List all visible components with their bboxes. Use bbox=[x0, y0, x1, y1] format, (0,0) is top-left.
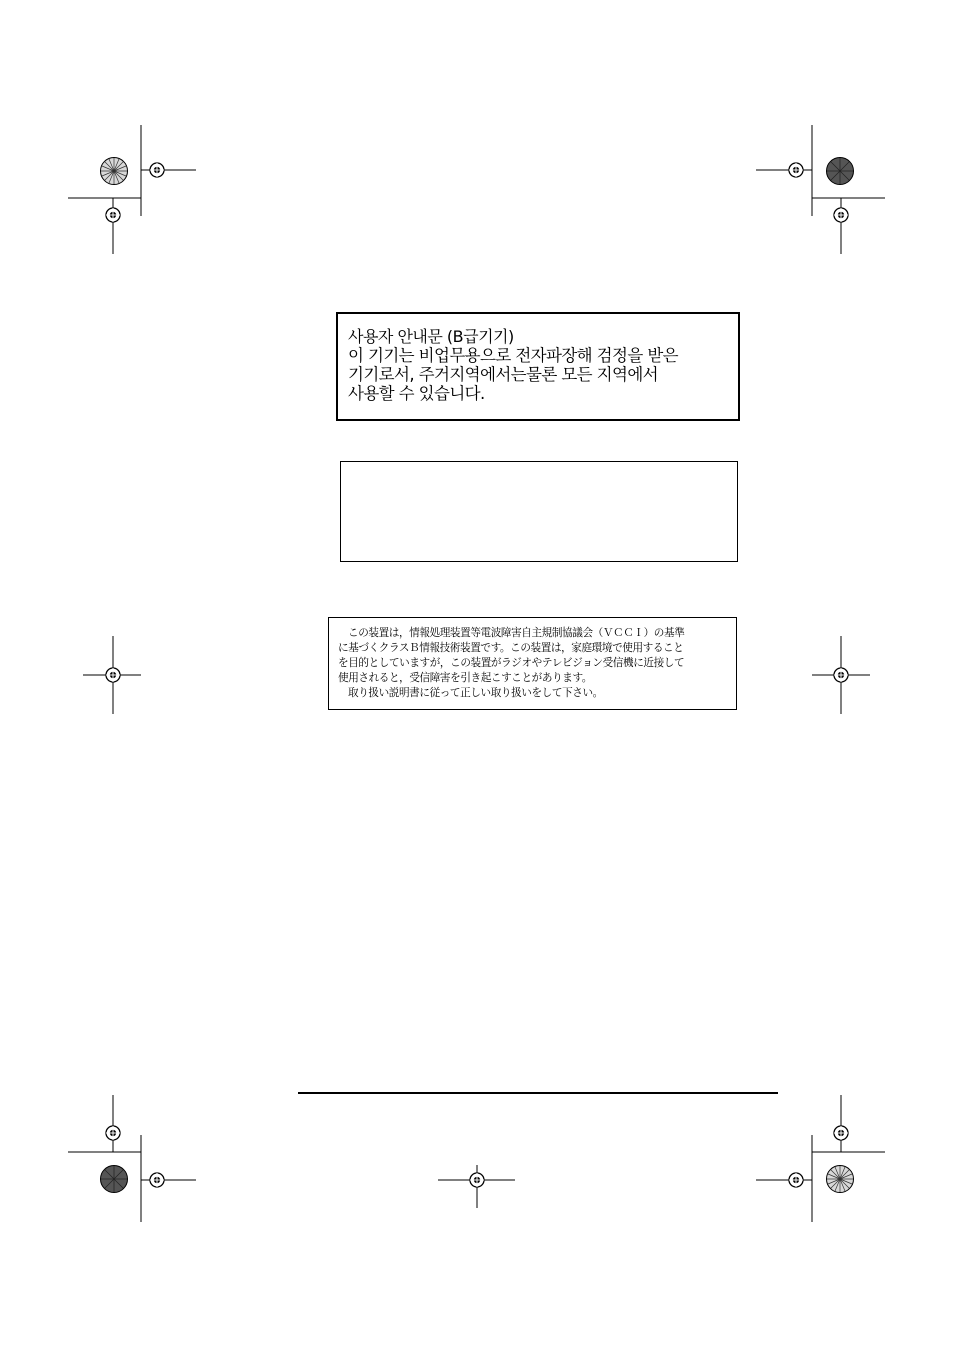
bottom-right-crop-marks bbox=[756, 1095, 885, 1222]
korean-notice-line-1: 이 기기는 비업무용으로 전자파장해 검정을 받은 bbox=[348, 346, 679, 365]
korean-class-b-notice bbox=[336, 312, 740, 421]
japanese-notice-line-1: この装置は，情報処理装置等電波障害自主規制協議会（ＶＣＣＩ）の基準 bbox=[348, 627, 685, 639]
bottom-left-crop-marks bbox=[68, 1095, 196, 1222]
footer-rule bbox=[298, 1092, 778, 1094]
bottom-center-crop-mark bbox=[438, 1165, 515, 1208]
japanese-notice-line-5: 取り扱い説明書に従って正しい取り扱いをして下さい。 bbox=[348, 687, 603, 699]
korean-notice-title: 사용자 안내문 (B급기기) bbox=[348, 327, 514, 346]
top-right-crop-marks bbox=[756, 125, 885, 254]
japanese-vcci-notice bbox=[328, 617, 737, 710]
top-left-crop-marks bbox=[68, 125, 196, 254]
japanese-notice-line-2: に基づくクラスＢ情報技術装置です。この装置は，家庭環境で使用すること bbox=[338, 642, 684, 654]
mid-left-crop-mark bbox=[83, 636, 141, 714]
japanese-notice-line-4: 使用されると，受信障害を引き起こすことがあります。 bbox=[338, 672, 592, 684]
mid-right-crop-mark bbox=[812, 636, 870, 714]
korean-notice-line-3: 사용할 수 있습니다. bbox=[348, 384, 485, 403]
blank-notice-box bbox=[340, 461, 738, 562]
korean-notice-line-2: 기기로서, 주거지역에서는물론 모든 지역에서 bbox=[348, 365, 659, 384]
japanese-notice-line-3: を目的としていますが，この装置がラジオやテレビジョン受信機に近接して bbox=[338, 657, 685, 669]
